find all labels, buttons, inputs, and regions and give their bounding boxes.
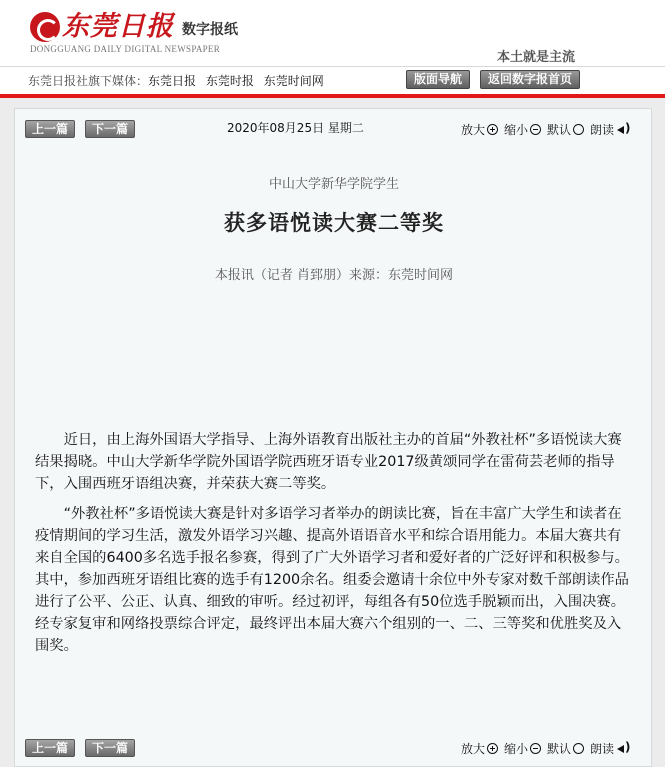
default-size-label: 默认	[546, 742, 571, 756]
logo-icon	[30, 12, 60, 42]
media-prefix: 东莞日报社旗下媒体：	[28, 74, 149, 88]
circle-icon	[573, 743, 584, 754]
zoom-in-label: 放大	[460, 123, 485, 137]
slogan: 本土就是主流	[496, 50, 575, 65]
zoom-out-button[interactable]	[504, 740, 541, 757]
read-aloud-label: 朗读	[589, 123, 614, 137]
read-aloud-label: 朗读	[589, 742, 614, 756]
logo-title: 东莞日报	[62, 11, 174, 42]
masthead	[0, 0, 665, 66]
reading-tools	[461, 740, 631, 757]
default-size-label: 默认	[546, 123, 571, 137]
read-aloud-button[interactable]	[590, 121, 631, 138]
speaker-icon	[617, 124, 631, 136]
circle-icon	[573, 124, 584, 135]
article-body	[35, 429, 635, 665]
article-paragraph: 近日，由上海外国语大学指导、上海外语教育出版社主办的首届“外教社杯”多语悦读大赛结果揭晓。中山大学新华学院外国语学院西班牙语专业2017级黄颂同学在雷荷芸老师的指导下，入围西班牙语组决赛，并荣获大赛二等奖。	[35, 432, 622, 492]
default-size-button[interactable]	[547, 740, 584, 757]
article-paragraph: “外教社杯”多语悦读大赛是针对多语学习者举办的朗读比赛，旨在丰富广大学生和读者在疫情期间的学习生活，激发外语学习兴趣、提高外语语音水平和综合语用能力。本届大赛共有来自全国的6400多名选手报名参赛，得到了广大外语学习者和爱好者的广泛好评和积极参与。其中，参加西班牙语组比赛的选手有1200余名。组委会邀请十余位中外专家对数千部朗读作品进行了公平、公正、认真、细致的审听。经过初评，每组各有50位选手脱颖而出，入围决赛。经专家复审和网络投票综合评定，最终评出本届大赛六个组别的一、二、三等奖和优胜奖及入围奖。	[35, 506, 629, 654]
article-subtitle: 中山大学新华学院学生	[268, 177, 399, 192]
page-nav-button[interactable]: 版面导航	[406, 70, 470, 89]
default-size-button[interactable]	[547, 121, 584, 138]
media-link-dongguan-daily[interactable]: 东莞日报	[148, 74, 197, 88]
zoom-out-button[interactable]	[504, 121, 541, 138]
zoom-in-button[interactable]	[461, 740, 498, 757]
prev-article-button[interactable]: 上一篇	[25, 739, 75, 757]
media-link-dongguan-time-net[interactable]: 东莞时间网	[263, 74, 324, 88]
zoom-out-label: 缩小	[503, 123, 528, 137]
back-home-button[interactable]: 返回数字报首页	[480, 70, 580, 89]
article-title: 获多语悦读大赛二等奖	[224, 210, 444, 235]
logo-english: DONGGUANG DAILY DIGITAL NEWSPAPER	[30, 44, 221, 54]
article-toolbar-bottom	[15, 734, 653, 762]
media-links	[28, 72, 324, 89]
zoom-out-label: 缩小	[503, 742, 528, 756]
issue-date: 2020年08月25日 星期二	[227, 121, 364, 135]
read-aloud-button[interactable]	[590, 740, 631, 757]
article-panel	[14, 108, 652, 767]
plus-icon	[487, 124, 498, 135]
zoom-in-button[interactable]	[461, 121, 498, 138]
media-link-dongguan-times[interactable]: 东莞时报	[205, 74, 254, 88]
minus-icon	[530, 124, 541, 135]
minus-icon	[530, 743, 541, 754]
reading-tools	[461, 121, 631, 138]
logo-tagline: 数字报纸	[182, 22, 238, 38]
next-article-button[interactable]: 下一篇	[85, 120, 135, 138]
newspaper-logo[interactable]	[30, 12, 238, 42]
media-bar	[0, 66, 665, 92]
plus-icon	[487, 743, 498, 754]
article-toolbar-top	[15, 115, 653, 143]
speaker-icon	[617, 743, 631, 755]
prev-article-button[interactable]: 上一篇	[25, 120, 75, 138]
next-article-button[interactable]: 下一篇	[85, 739, 135, 757]
article-byline: 本报讯（记者 肖郅朋）来源：东莞时间网	[214, 268, 454, 283]
zoom-in-label: 放大	[460, 742, 485, 756]
